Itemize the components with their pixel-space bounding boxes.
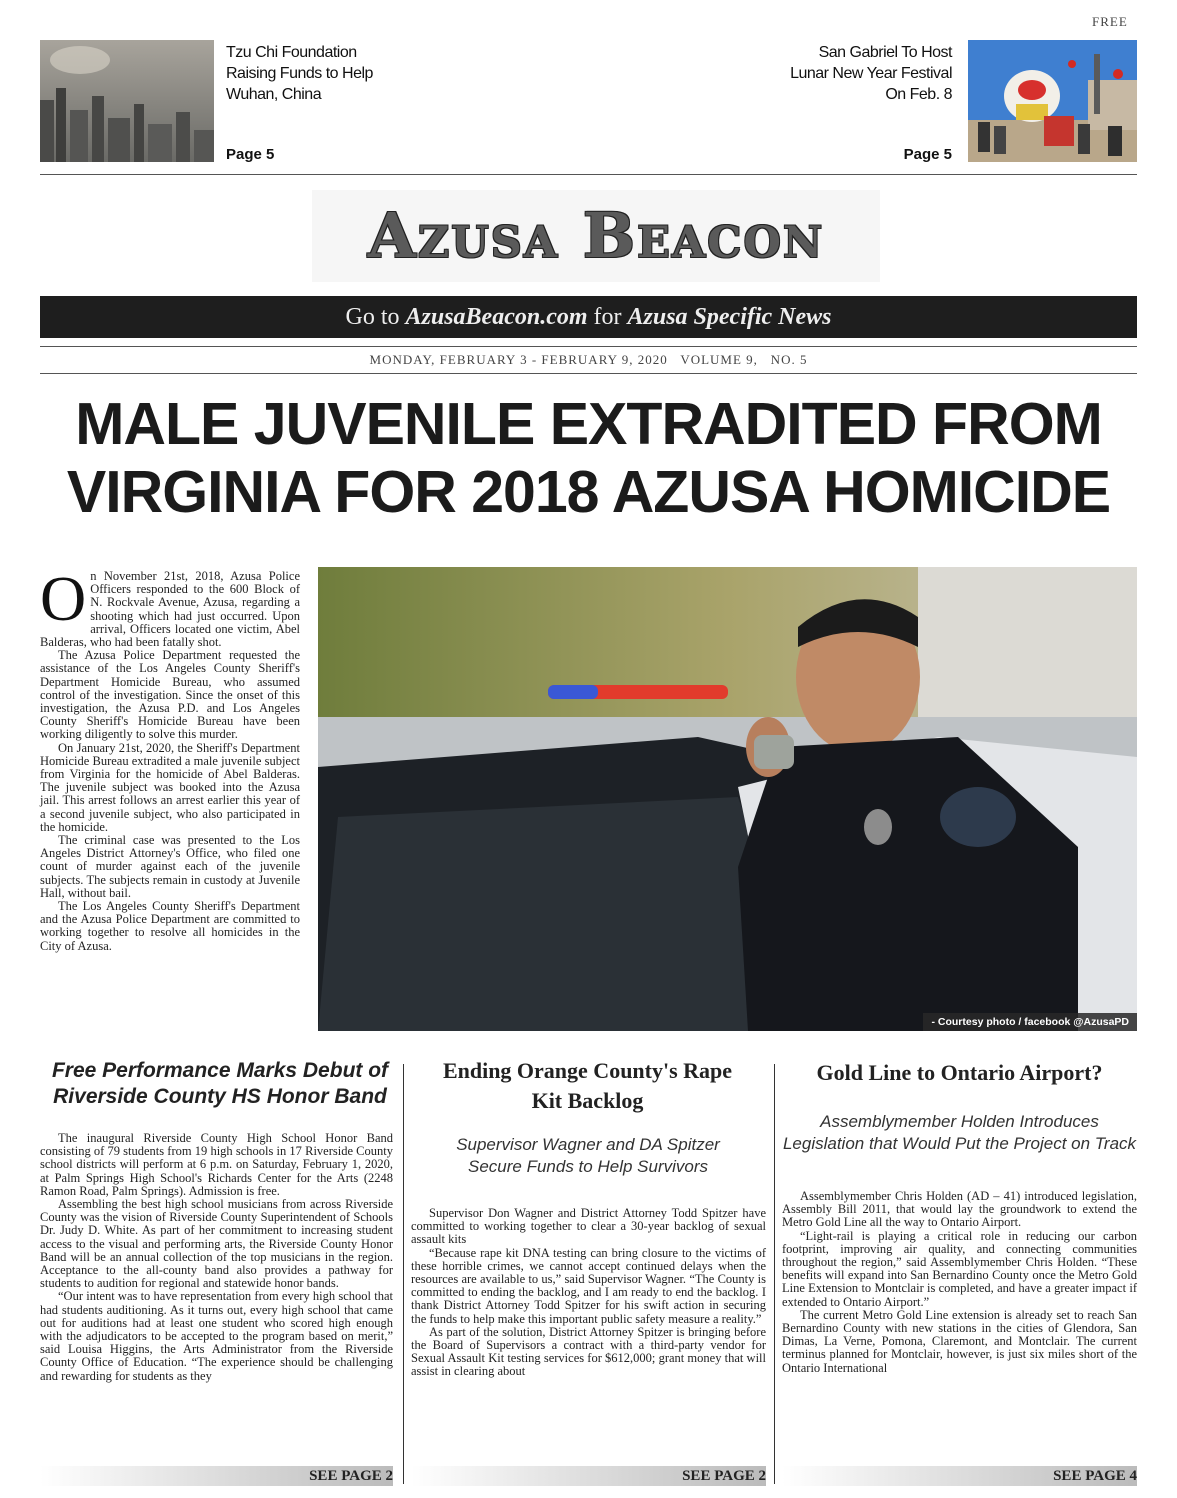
- column-2-body: [411, 1207, 766, 1379]
- column-1-paragraph-1: The inaugural Riverside County High School Honor Band consisting of 79 students from 19 high schools in 17 Riverside County school districts will perform at 6 p.m. on Saturday, February 1, 2020, at Palm Springs High School's Richards Center for the Arts (2248 Ramon Road, Palm Springs). Admission is free.: [40, 1131, 393, 1198]
- headline-line-2: VIRGINIA FOR 2018 AZUSA HOMICIDE: [66, 459, 1111, 525]
- police-officer-photo: [318, 567, 1137, 1031]
- column-divider-2: [774, 1064, 775, 1484]
- column-3-paragraph-3: The current Metro Gold Line extension is already set to reach San Bernardino County with new stations in the cities of Glendora, San Dimas, La Verne, Pomona, Claremont, and Montclair. The current terminus planned for Montclair, however, is just six miles short of the Ontario International: [782, 1307, 1137, 1375]
- lead-paragraph-3: On January 21st, 2020, the Sheriff's Department Homicide Bureau extradited a male juvenile subject from Virginia for the homicide of Abel Balderas. The juvenile subject was booked into the Azusa jail. This arrest follows an arrest earlier this year of a second juvenile subject, who also participated in the homicide.: [40, 740, 300, 834]
- drop-cap: O: [40, 563, 87, 634]
- teaser-left-page[interactable]: Page 5: [226, 146, 275, 163]
- column-2-see-label: SEE PAGE 2: [682, 1468, 766, 1484]
- teaser-left-headline[interactable]: Tzu Chi Foundation Raising Funds to Help Wuhan, China: [226, 44, 373, 103]
- column-3-body: [782, 1190, 1137, 1375]
- column-2-subtitle: Supervisor Wagner and DA Spitzer Secure Funds to Help Survivors: [456, 1135, 720, 1176]
- hazy-city-skyline-image: [40, 40, 214, 162]
- lead-paragraph-2: The Azusa Police Department requested the assistance of the Los Angeles County Sheriff's Department Homicide Bureau, who assumed control of the investigation. Since the onset of this investigation, the Azusa P.D. and Los Angeles County Sheriff's Homicide Bureau have been working diligently to solve this murder.: [40, 648, 300, 742]
- column-divider-1: [403, 1064, 404, 1484]
- lead-paragraph-1: On November 21st, 2018, Azusa Police Officers responded to the 600 Block of N. Rockvale Avenue, Azusa, regarding a shooting which had just occurred. Upon arrival, Officers located one victim, Abel Balderas, who had been fatally shot.: [40, 563, 300, 650]
- teaser-right-page[interactable]: Page 5: [903, 146, 952, 163]
- dateline: [40, 346, 1137, 374]
- lion-dance-festival-image: [968, 40, 1137, 162]
- website-banner[interactable]: [40, 296, 1137, 338]
- column-2-title[interactable]: Ending Orange County's Rape Kit Backlog: [442, 1058, 733, 1113]
- teaser-right-headline[interactable]: San Gabriel To Host Lunar New Year Festival On Feb. 8: [790, 44, 952, 103]
- column-2-see-page[interactable]: [411, 1466, 766, 1486]
- lead-paragraph-5: The Los Angeles County Sheriff's Department and the Azusa Police Department are committed to working together to resolve all homicides in the City of Azusa.: [40, 899, 300, 953]
- dateline-text: MONDAY, FEBRUARY 3 - FEBRUARY 9, 2020 VOLUME 9, NO. 5: [369, 352, 808, 367]
- column-3-see-label: SEE PAGE 4: [1053, 1468, 1137, 1484]
- column-3-subtitle: Assemblymember Holden Introduces Legislation that Would Put the Project on Track: [782, 1112, 1137, 1153]
- lead-story-body: [40, 563, 300, 953]
- lead-paragraph-4: The criminal case was presented to the Los Angeles District Attorney's Office, who filed one count of murder against each of the juvenile subjects. The subjects remain in custody at Juvenile Hall, without bail.: [40, 833, 300, 900]
- teaser-left-image[interactable]: [40, 40, 214, 162]
- column-3-see-page[interactable]: [782, 1466, 1137, 1486]
- lead-photo[interactable]: [318, 567, 1137, 1031]
- masthead-logo[interactable]: [312, 190, 880, 282]
- photo-credit: - Courtesy photo / facebook @AzusaPD: [923, 1013, 1137, 1031]
- banner-site-link[interactable]: AzusaBeacon.com: [405, 304, 588, 330]
- column-2-paragraph-1: Supervisor Don Wagner and District Attorney Todd Spitzer have committed to working together to clear a 30-year backlog of sexual assault kits: [411, 1206, 766, 1247]
- banner-tagline: Azusa Specific News: [627, 304, 832, 330]
- column-1-see-label: SEE PAGE 2: [309, 1468, 393, 1484]
- free-label: FREE: [1092, 14, 1128, 29]
- column-1-title[interactable]: Free Performance Marks Debut of Riverside County HS Honor Band: [51, 1059, 389, 1108]
- column-1-body: [40, 1132, 393, 1383]
- column-3-paragraph-2: “Light-rail is playing a critical role in reducing our carbon footprint, improving air quality, and connecting communities throughout the region,” said Assemblymember Chris Holden. “These benefits will expand into San Bernardino County once the Metro Gold Line Extension to Montclair is completed, and have a greater impact if extended to Ontario Airport.”: [782, 1228, 1137, 1309]
- column-2-paragraph-2: “Because rape kit DNA testing can bring closure to the victims of these horrible crimes, we cannot accept continued delays when the resources are available to us,” said Supervisor Wagner. “The County is committed to ending the backlog, and I am ready to end the backlog. I thank District Attorney Todd Spitzer for his swift action in securing the funds to help make this important public safety measure a reality.”: [411, 1245, 766, 1326]
- headline-line-1: MALE JUVENILE EXTRADITED FROM: [75, 391, 1102, 457]
- main-headline: [40, 390, 1137, 526]
- column-1-paragraph-2: Assembling the best high school musicians from across Riverside County was the vision of Riverside County Superintendent of Schools Dr. Judy D. White. As part of her commitment to increasing student access to the visual and performing arts, the Riverside County Honor Band will be an annual collection of the top musicians in the region. Acceptance to the all-county band also provides a pathway for students to audition for regional and statewide honor bands.: [40, 1197, 393, 1291]
- column-1-see-page[interactable]: [40, 1466, 393, 1486]
- top-rule: [40, 174, 1137, 175]
- banner-pre: Go to: [345, 304, 406, 330]
- masthead-title: Azusa Beacon: [367, 199, 825, 272]
- column-1-paragraph-3: “Our intent was to have representation from every high school that had students auditioning. As it turns out, every high school that came out for auditions had at least one student who scored high enough with the adjudicators to be accepted to the program based on merit,” said Louisa Higgins, the Arts Administrator from the Riverside County Office of Education. “The experience should be challenging and rewarding for students as they: [40, 1289, 393, 1383]
- column-2-paragraph-3: As part of the solution, District Attorney Spitzer is bringing before the Board of Supervisors a contract with a third-party vendor for Sexual Assault Kit testing services for $612,000; grant money that will assist in clearing about: [411, 1324, 766, 1379]
- teaser-right-image[interactable]: [968, 40, 1137, 162]
- column-3-paragraph-1: Assemblymember Chris Holden (AD – 41) introduced legislation, Assembly Bill 2011, that would lay the groundwork to extend the Metro Gold Line all the way to Ontario Airport.: [782, 1189, 1137, 1230]
- banner-mid: for: [587, 304, 628, 330]
- column-3-title[interactable]: Gold Line to Ontario Airport?: [816, 1060, 1103, 1085]
